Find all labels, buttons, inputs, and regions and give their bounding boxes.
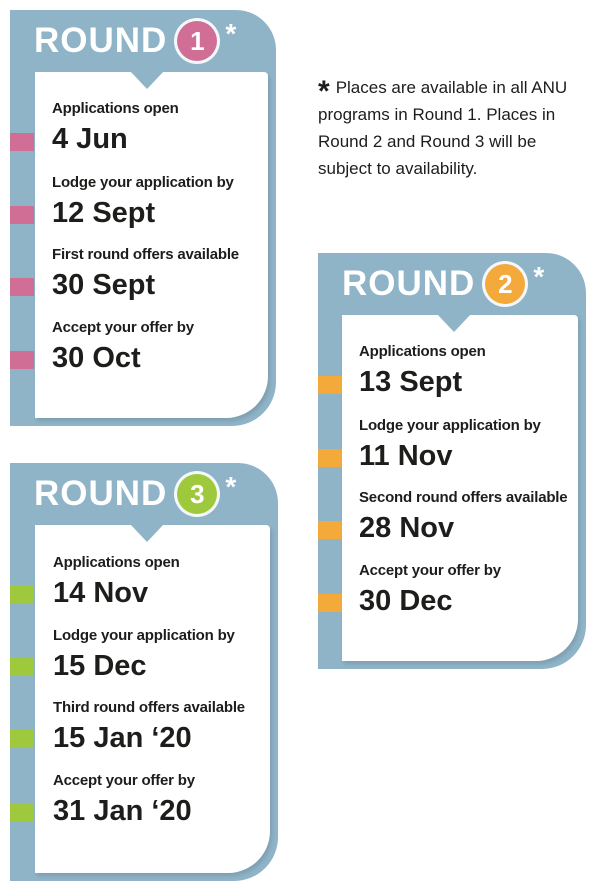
round-1-marker-1 xyxy=(10,133,34,151)
round-2-asterisk: * xyxy=(533,261,545,292)
round-2-header xyxy=(318,253,586,315)
entry-label: Lodge your application by xyxy=(52,174,234,191)
round-3-marker-4 xyxy=(10,803,34,821)
round-2-marker-3 xyxy=(318,521,342,539)
entry-label: Second round offers available xyxy=(359,489,568,506)
round-2-entry-3 xyxy=(359,489,567,545)
round-3-header xyxy=(10,463,278,525)
round-1-entry-1 xyxy=(52,100,179,156)
round-3-marker-3 xyxy=(10,730,34,748)
entry-date: 11 Nov xyxy=(359,440,453,472)
entry-date: 13 Sept xyxy=(359,366,463,398)
round-3-entry-2 xyxy=(53,627,235,683)
round-3-entry-1 xyxy=(53,554,180,610)
entry-date: 30 Sept xyxy=(52,269,156,301)
round-1-number-badge: 1 xyxy=(177,21,217,61)
round-2-entry-1 xyxy=(359,343,486,399)
round-2-notch xyxy=(437,314,471,332)
entry-date: 28 Nov xyxy=(359,512,455,544)
round-3-entry-3 xyxy=(53,699,245,755)
round-1-entry-3 xyxy=(52,246,239,302)
round-1-asterisk: * xyxy=(225,18,237,49)
entry-date: 14 Nov xyxy=(53,577,149,609)
entry-date: 31 Jan ‘20 xyxy=(53,795,192,827)
round-1-entry-4 xyxy=(52,319,194,375)
round-1-marker-4 xyxy=(10,351,34,369)
entry-label: Applications open xyxy=(53,554,180,571)
round-3-number-badge: 3 xyxy=(177,474,217,514)
entry-date: 15 Jan ‘20 xyxy=(53,722,192,754)
round-3-card xyxy=(10,463,278,881)
round-1-header xyxy=(10,10,276,72)
entry-label: Accept your offer by xyxy=(52,319,194,336)
footnote-text: Places are available in all ANU programs in Round 1. Places in Round 2 and Round 3 will be subject to availability. xyxy=(318,78,568,178)
round-2-title: ROUND xyxy=(342,264,476,303)
entry-date: 12 Sept xyxy=(52,197,156,229)
availability-footnote xyxy=(318,74,578,182)
entry-label: Third round offers available xyxy=(53,699,245,716)
round-1-entry-2 xyxy=(52,174,234,230)
round-1-marker-3 xyxy=(10,278,34,296)
entry-date: 30 Dec xyxy=(359,585,453,617)
round-3-title: ROUND xyxy=(34,474,168,513)
round-2-marker-2 xyxy=(318,449,342,467)
round-3-marker-1 xyxy=(10,585,34,603)
round-3-notch xyxy=(130,524,164,542)
entry-label: Lodge your application by xyxy=(53,627,235,644)
round-2-card xyxy=(318,253,586,669)
round-2-entry-4 xyxy=(359,562,501,618)
entry-date: 4 Jun xyxy=(52,123,128,155)
round-3-asterisk: * xyxy=(225,471,237,502)
entry-label: Accept your offer by xyxy=(359,562,501,579)
round-2-marker-4 xyxy=(318,594,342,612)
round-1-title: ROUND xyxy=(34,21,168,60)
entry-label: Lodge your application by xyxy=(359,417,541,434)
entry-label: Accept your offer by xyxy=(53,772,195,789)
round-1-notch xyxy=(130,71,164,89)
round-2-marker-1 xyxy=(318,376,342,394)
entry-label: Applications open xyxy=(52,100,179,117)
entry-label: Applications open xyxy=(359,343,486,360)
round-3-entry-4 xyxy=(53,772,195,828)
entry-date: 30 Oct xyxy=(52,342,141,374)
entry-label: First round offers available xyxy=(52,246,239,263)
asterisk-icon: * xyxy=(318,75,330,108)
round-2-entry-2 xyxy=(359,417,541,473)
round-1-marker-2 xyxy=(10,206,34,224)
round-1-card xyxy=(10,10,276,426)
round-2-number-badge: 2 xyxy=(485,264,525,304)
round-3-marker-2 xyxy=(10,658,34,676)
entry-date: 15 Dec xyxy=(53,650,147,682)
